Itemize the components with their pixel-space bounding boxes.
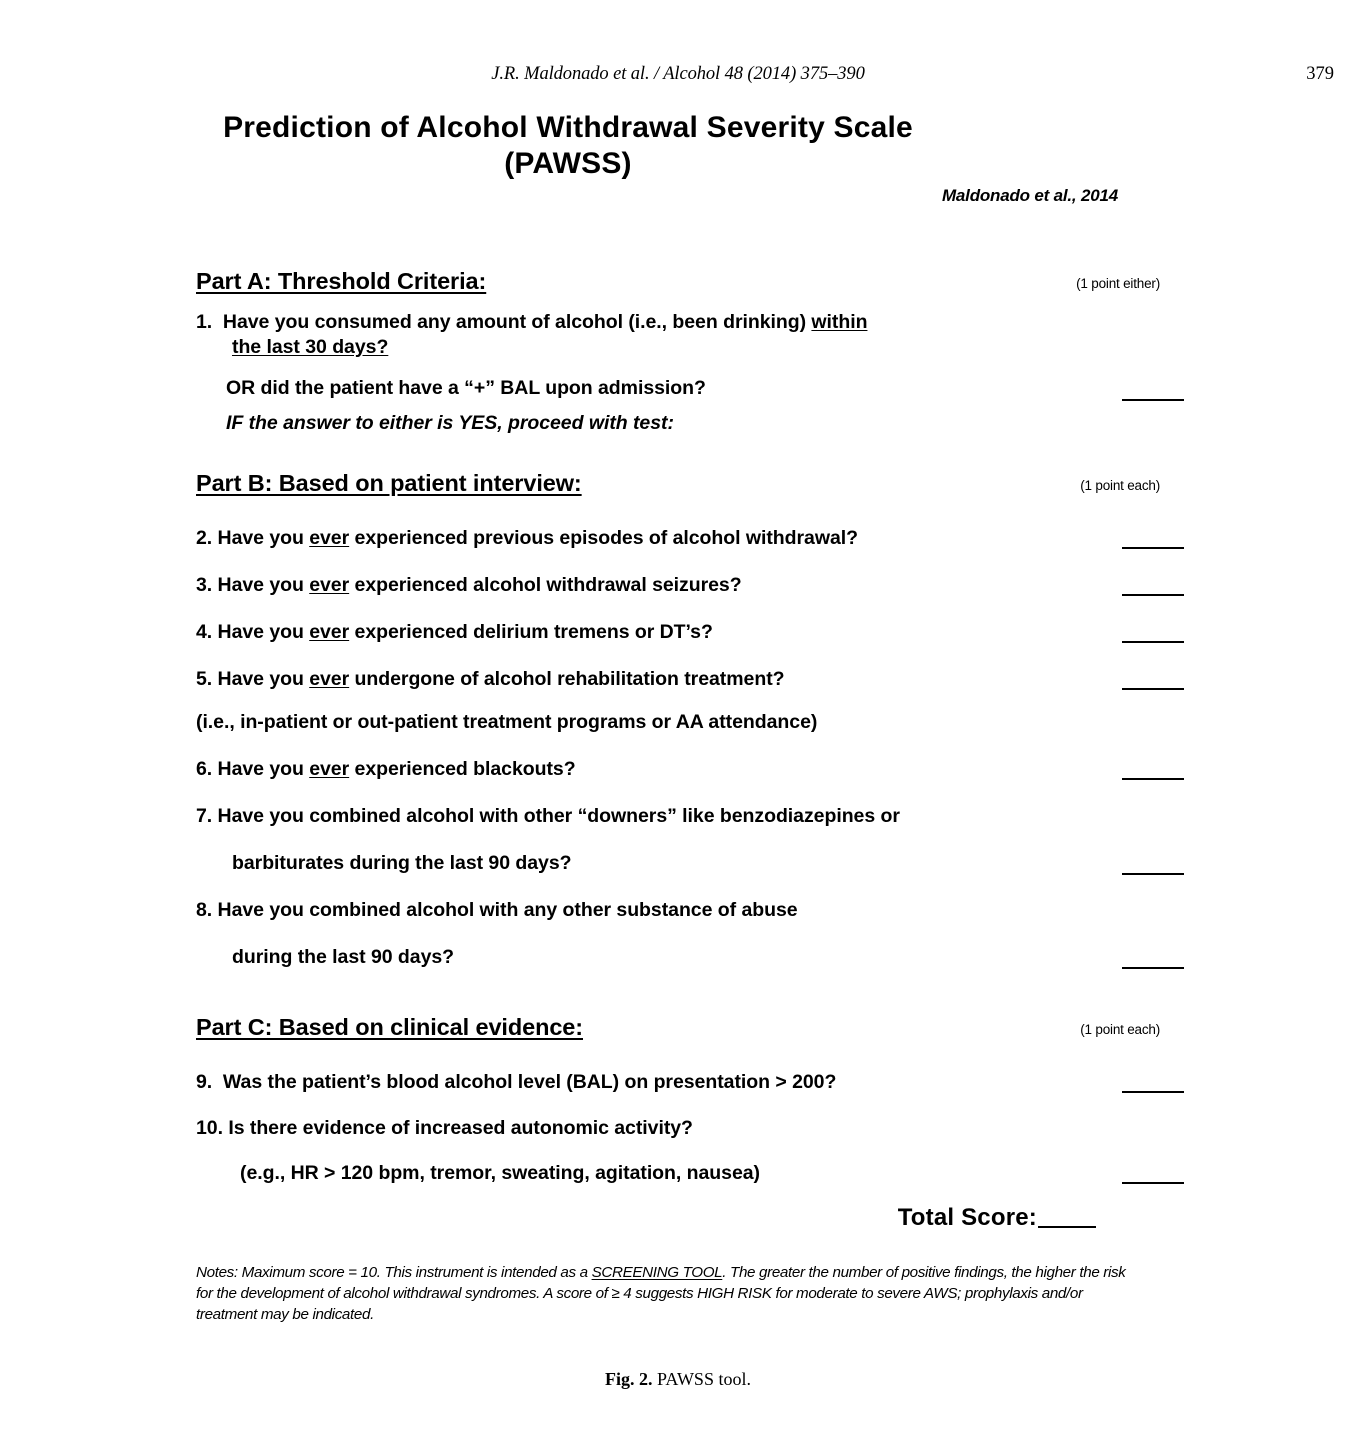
question-7-line1: Have you combined alcohol with other “downers” like benzodiazepines or: [217, 805, 900, 827]
question-6-text-pre: Have you: [217, 758, 310, 780]
form-title-line1: Prediction of Alcohol Withdrawal Severity Scale: [223, 111, 913, 144]
question-2-emphasis: ever: [309, 527, 350, 549]
question-2-text-post: experienced previous episodes of alcohol withdrawal?: [349, 527, 858, 549]
question-1-or-text: OR did the patient have a “+” BAL upon admission?: [226, 377, 706, 399]
question-10: [196, 1116, 1140, 1186]
question-8-number: 8.: [196, 899, 213, 921]
question-2: [196, 526, 1140, 551]
question-9-number: 9.: [196, 1071, 213, 1093]
journal-reference: J.R. Maldonado et al. / Alcohol 48 (2014) 375–390: [491, 64, 865, 84]
figure-label: Fig. 2.: [605, 1369, 653, 1389]
figure-caption: [0, 1369, 1356, 1390]
question-5-number: 5.: [196, 668, 213, 690]
part-a-points-note: (1 point either): [1076, 276, 1160, 291]
question-1-text: Have you consumed any amount of alcohol (i.e., been drinking): [222, 311, 812, 333]
running-head: [0, 64, 1356, 88]
question-8: [196, 898, 1140, 970]
answer-blank-8[interactable]: [1122, 967, 1184, 969]
question-4: [196, 620, 1140, 645]
question-5-parenthetical-text: (i.e., in-patient or out-patient treatment programs or AA attendance): [196, 711, 818, 733]
notes-emphasis: SCREENING TOOL: [591, 1264, 723, 1281]
proceed-instruction-text: IF the answer to either is YES, proceed with test:: [226, 412, 674, 434]
question-3: [196, 573, 1140, 598]
total-score-blank[interactable]: [1038, 1226, 1096, 1228]
question-5-parenthetical: [196, 710, 1140, 735]
answer-blank-2[interactable]: [1122, 547, 1184, 549]
part-b-header: Part B: Based on patient interview:: [196, 470, 582, 496]
pawss-form-figure: [0, 110, 1356, 1325]
question-4-text-pre: Have you: [217, 621, 310, 643]
answer-blank-10[interactable]: [1122, 1182, 1184, 1184]
question-10-line1: Is there evidence of increased autonomic activity?: [228, 1117, 693, 1139]
question-7-line2: barbiturates during the last 90 days?: [232, 852, 572, 874]
question-7: [196, 804, 1140, 876]
part-a-header: Part A: Threshold Criteria:: [196, 268, 487, 294]
notes-lead: Notes: Maximum score = 10. This instrument is intended as a: [196, 1264, 592, 1281]
question-9: [196, 1070, 1140, 1095]
page-number: 379: [1306, 64, 1334, 84]
total-score-row: [196, 1204, 1140, 1232]
question-7-number: 7.: [196, 805, 213, 827]
answer-blank-1[interactable]: [1122, 399, 1184, 401]
question-4-text-post: experienced delirium tremens or DT’s?: [349, 621, 713, 643]
proceed-instruction: [196, 411, 1140, 436]
figure-caption-text: PAWSS tool.: [657, 1369, 751, 1389]
question-4-number: 4.: [196, 621, 213, 643]
form-attribution: Maldonado et al., 2014: [941, 186, 1118, 205]
question-6-text-post: experienced blackouts?: [349, 758, 576, 780]
question-1-number: 1.: [196, 311, 213, 333]
part-c-header: Part C: Based on clinical evidence:: [196, 1014, 583, 1040]
question-6-number: 6.: [196, 758, 213, 780]
form-title: [0, 110, 1356, 182]
notes-rest: . The greater the number of positive findings, the higher the risk for the development of alcohol withdrawal syndromes. A score of ≥ 4 suggests HIGH RISK for moderate to severe AWS; prophylaxis and/or treatment may be indicated.: [196, 1264, 1126, 1323]
question-2-number: 2.: [196, 527, 213, 549]
question-8-line2: during the last 90 days?: [232, 946, 455, 968]
answer-blank-9[interactable]: [1122, 1091, 1184, 1093]
question-5-emphasis: ever: [309, 668, 350, 690]
part-c-header-row: [196, 1014, 1160, 1048]
question-5-text-pre: Have you: [217, 668, 310, 690]
question-10-number: 10.: [196, 1117, 223, 1139]
part-b-header-row: [196, 470, 1160, 504]
question-3-emphasis: ever: [309, 574, 350, 596]
form-body: [0, 268, 1356, 1232]
answer-blank-3[interactable]: [1122, 594, 1184, 596]
question-2-text-pre: Have you: [217, 527, 310, 549]
answer-blank-5[interactable]: [1122, 688, 1184, 690]
form-notes: [0, 1262, 1356, 1325]
question-1-emphasis-2: the last 30 days?: [232, 336, 389, 358]
question-4-emphasis: ever: [309, 621, 350, 643]
answer-blank-4[interactable]: [1122, 641, 1184, 643]
answer-blank-7[interactable]: [1122, 873, 1184, 875]
question-9-text: Was the patient’s blood alcohol level (BAL) on presentation > 200?: [222, 1071, 837, 1093]
question-1-or-line: [196, 376, 1140, 401]
total-score-label: Total Score:: [897, 1204, 1037, 1231]
question-1: [196, 310, 1140, 360]
part-c-points-note: (1 point each): [1080, 1022, 1160, 1037]
question-10-line2: (e.g., HR > 120 bpm, tremor, sweating, agitation, nausea): [240, 1162, 760, 1184]
answer-blank-6[interactable]: [1122, 778, 1184, 780]
part-b-points-note: (1 point each): [1080, 478, 1160, 493]
part-a-header-row: [196, 268, 1160, 302]
question-6-emphasis: ever: [309, 758, 350, 780]
question-5-text-post: undergone of alcohol rehabilitation treatment?: [349, 668, 785, 690]
question-3-number: 3.: [196, 574, 213, 596]
question-6: [196, 757, 1140, 782]
question-8-line1: Have you combined alcohol with any other substance of abuse: [217, 899, 798, 921]
question-1-line2: [196, 335, 1140, 360]
form-title-line2: (PAWSS): [504, 147, 632, 180]
question-1-emphasis-1: within: [811, 311, 868, 333]
question-3-text-pre: Have you: [217, 574, 310, 596]
question-5: [196, 667, 1140, 692]
question-3-text-post: experienced alcohol withdrawal seizures?: [349, 574, 742, 596]
